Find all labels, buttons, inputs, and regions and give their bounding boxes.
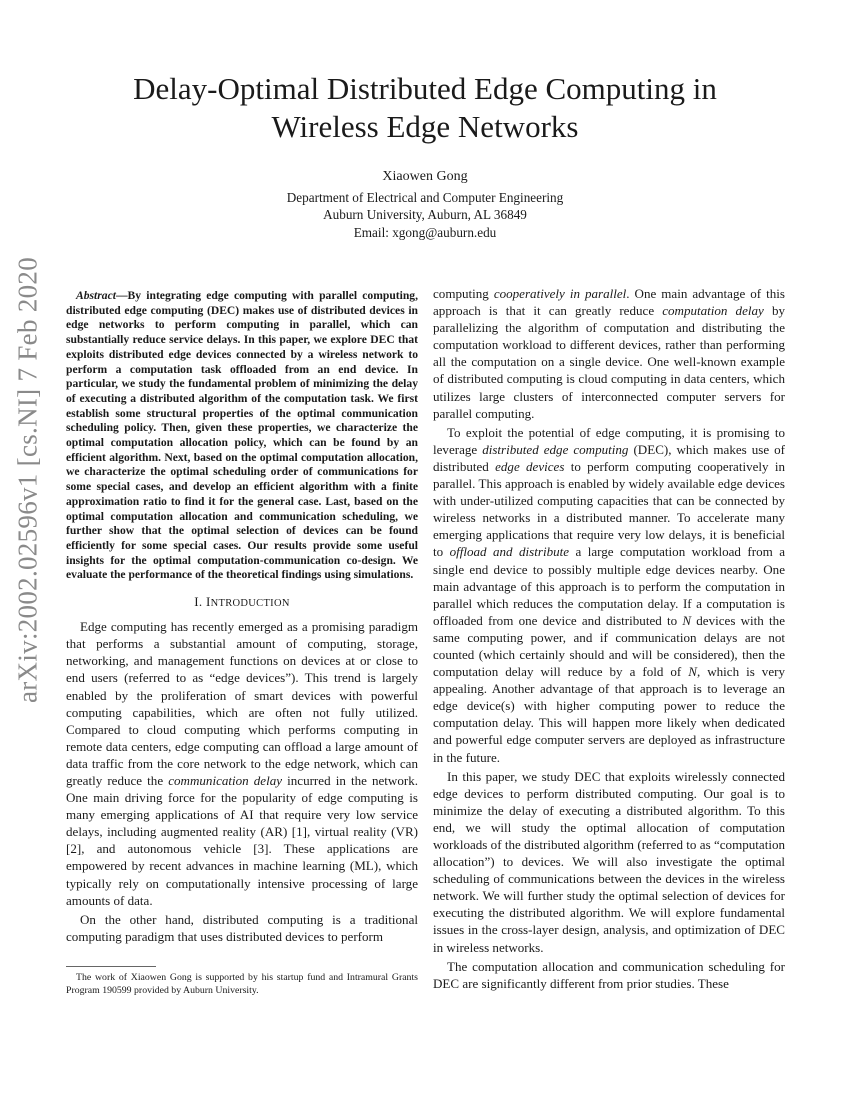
- emphasis-text: edge devices: [495, 458, 565, 474]
- abstract-text: By integrating edge computing with parallel computing, distributed edge computing (DEC) makes use of distributed devices in edge networks to perform computing in parallel, which can substantially reduce service delays. In this paper, we explore DEC that exploits distributed edge devices connected by a wireless network to perform a computation task offloaded from an end device. In particular, we study the fundamental problem of minimizing the delay of executing a distributed algorithm of the computation task. We first establish some structural properties of the optimal communication scheduling policy. Then, given these properties, we characterize the optimal computation allocation policy, which can be found by an efficient algorithm. Next, based on the optimal computation allocation, we characterize the optimal scheduling order of communications for some special cases, and develop an efficient algorithm with a finite approximation ratio to find it for the general case. Last, based on the optimal computation allocation and communication scheduling, we further show that the optimal selection of devices can be found efficiently for some special cases. Our results provide some useful insights for the optimal computation-communication co-design. We evaluate the performance of the theoretical findings using simulations.: [66, 289, 418, 582]
- intro-paragraph-1: [66, 618, 418, 909]
- footnote: The work of Xiaowen Gong is supported by his startup fund and Intramural Grants Program 190599 provided by Auburn University.: [66, 972, 418, 996]
- math-symbol: N: [688, 664, 697, 680]
- paragraph-text: incurred in the network. One main driving force for the popularity of edge computing is many emerging applications of AI that require very low service delays, including augmented reality (AR) [1], virtual reality (VR) [2], and autonomous vehicle [3]. These applications are empowered by recent advances in machine learning (ML), which typically rely on computationally intensive processing of large amounts of data.: [66, 773, 418, 908]
- author-block: [175, 168, 675, 241]
- affiliation-university: Auburn University, Auburn, AL 36849: [323, 207, 527, 222]
- arxiv-stamp: [8, 256, 48, 704]
- arxiv-identifier: arXiv:2002.02596v1 [cs.NI] 7 Feb 2020: [12, 256, 43, 704]
- emphasis-text: offload and distribute: [449, 544, 570, 560]
- title-line-2: Wireless Edge Networks: [271, 109, 579, 144]
- paper-title: [60, 70, 790, 146]
- emphasis-text: communication delay: [168, 773, 283, 788]
- paragraph-text: devices with the same computing power, and if communication delays are not counted (which certainly should and will be considered), then the computation delay will reduce by a fold of: [433, 612, 785, 680]
- paragraph-text: (DEC), which makes use of distributed: [433, 441, 785, 474]
- abstract-label: Abstract: [76, 289, 116, 302]
- paragraph-text: To exploit the potential of edge computing, it is promising to leverage: [433, 424, 785, 457]
- intro-paragraph-5: The computation allocation and communication scheduling for DEC are significantly different from prior studies. These: [433, 958, 785, 991]
- author-name: Xiaowen Gong: [382, 169, 468, 184]
- section-heading-text: NTRODUCTION: [210, 598, 290, 610]
- paragraph-text: a large computation workload from a single end device to possibly multiple edge devices nearby. One main advantage of this approach is to perform the computation in parallel which reduces the computation delay. If a computation is offloaded from one device and distributed to: [433, 544, 785, 628]
- author-email: Email: xgong@auburn.edu: [353, 224, 497, 240]
- intro-paragraph-4: In this paper, we study DEC that exploits wirelessly connected edge devices to perform distributed computing. Our goal is to minimize the delay of executing a distributed algorithm. To this end, we will study the optimal allocation of computation workloads of the distributed algorithm (referred to as “computation allocation”) to devices. We will also investigate the optimal scheduling of communications between the devices in the wireless network. We will further study the optimal selection of devices for executing the distributed algorithm. We will explore fundamental issues in the cross-layer design, analysis, and optimization of DEC in wireless networks.: [433, 768, 785, 955]
- abstract: [66, 289, 418, 583]
- footnote-rule: [66, 966, 156, 967]
- emphasis-text: distributed edge computing: [482, 441, 629, 457]
- title-line-1: Delay-Optimal Distributed Edge Computing in: [133, 71, 717, 106]
- paragraph-text: to perform computing cooperatively in parallel. This approach is enabled by widely available edge devices with under-utilized computing capacities that can be connected by wireless networks in a distributed manner. To accelerate many emerging applications that require very low delays, it is beneficial to: [433, 458, 785, 560]
- section-heading-introduction: [66, 593, 418, 612]
- paragraph-text: Edge computing has recently emerged as a promising paradigm that performs a substantial amount of computing, storage, networking, and management functions on devices at or close to end users (referred to as “edge devices”). This trend is largely enabled by the proliferation of smart devices with powerful computing capabilities, which are often not fully utilized. Compared to cloud computing which performs computing in remote data centers, edge computing can offload a large amount of data traffic from the core network to the edge network, which can greatly reduce the: [66, 619, 418, 788]
- emphasis-text: computation delay: [662, 303, 764, 319]
- affiliation-department: Department of Electrical and Computer Engineering: [286, 189, 564, 205]
- right-column: [433, 285, 785, 994]
- paragraph-text: by parallelizing the algorithm of computation and distributing the computation workload to different devices, rather than performing all the computation on a single device. One well-known example of distributed computing is cloud computing in data centers, which utilizes large clusters of interconnected computer servers for parallel computing.: [433, 303, 785, 421]
- intro-paragraph-2: On the other hand, distributed computing is a traditional computing paradigm that uses distributed devices to perform: [66, 911, 418, 944]
- intro-paragraph-2-continued: [433, 285, 785, 422]
- left-column: [66, 289, 418, 947]
- paragraph-text: . One main advantage of this approach is that it can greatly reduce: [433, 286, 785, 319]
- paragraph-text: , which is very appealing. Another advantage of that approach is to leverage an edge device(s) with higher computing power to reduce the computation delay. This will happen more likely when dedicated and powerful edge computer servers are deployed as infrastructure in the future.: [433, 664, 785, 765]
- paragraph-text: computing: [433, 286, 494, 301]
- emphasis-text: cooperatively in parallel: [493, 286, 627, 301]
- math-symbol: N: [682, 612, 692, 628]
- abstract-dash: —: [115, 289, 128, 302]
- intro-paragraph-3: [433, 424, 785, 766]
- section-numeral: I. I: [194, 594, 211, 610]
